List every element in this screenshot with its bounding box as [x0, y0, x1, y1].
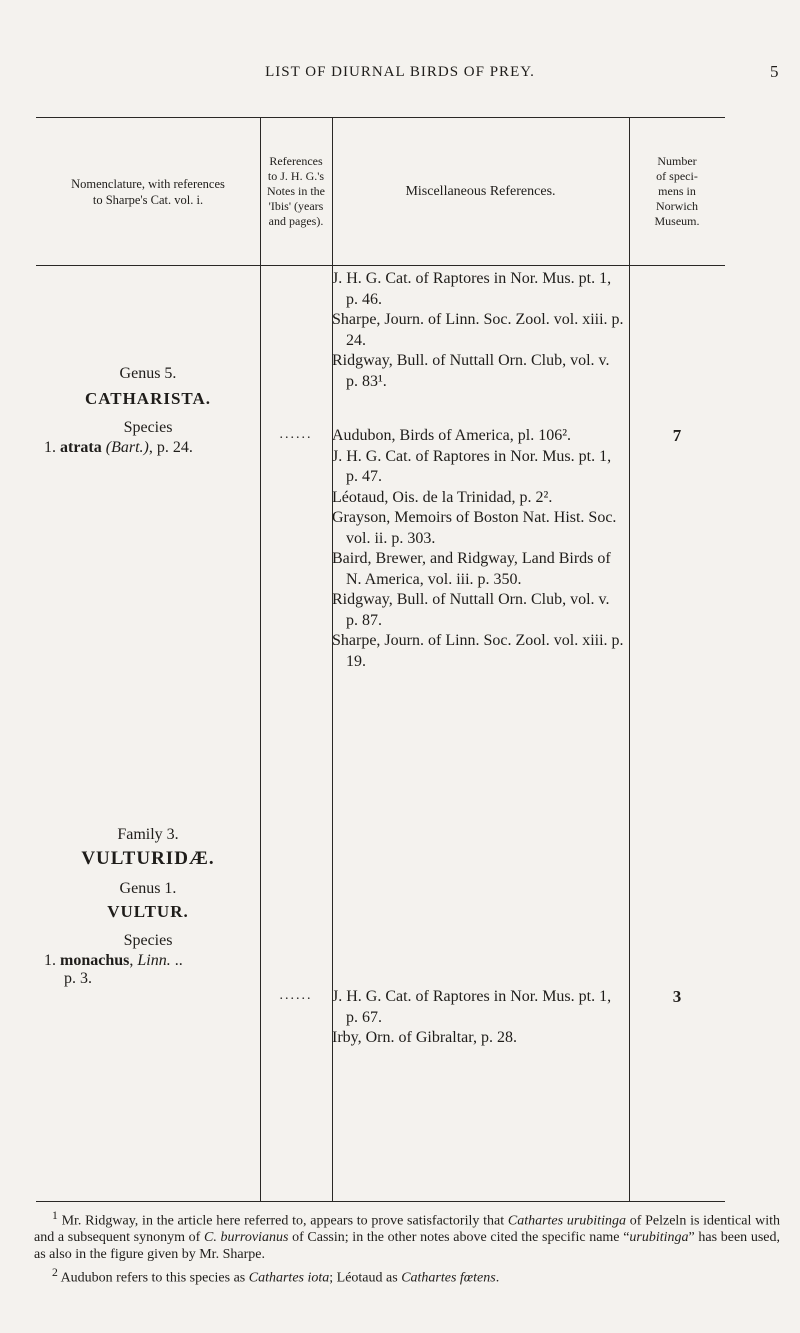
- genus-references: J. H. G. Cat. of Raptores in Nor. Mus. pt. 1, p. 46. Sharpe, Journ. of Linn. Soc. Zool. vol. xiii. p. 24. Ridgway, Bull. of Nuttall Orn. Club, vol. v. p. 83¹.: [332, 270, 624, 390]
- header-nomenclature: Nomenclature, with references to Sharpe's Cat. vol. i.: [71, 176, 225, 207]
- specimen-count-monachus: 3: [672, 987, 682, 1006]
- running-title: LIST OF DIURNAL BIRDS OF PREY.: [265, 64, 535, 80]
- species-references-atrata: Audubon, Birds of America, pl. 106². J. H. G. Cat. of Raptores in Nor. Mus. pt. 1, p. 47. Léotaud, Ois. de la Trinidad, p. 2². Grayson, Memoirs of Boston Nat. Hist. Soc. vol. ii. p. 303. Baird, Brewer, and Ridgway, Land Birds of N. America, vol. iii. p. 350. Ridgway, Bull. of Nuttall Orn. Club, vol. v. p. 87. Sharpe, Journ. of Linn. Soc. Zool. vol. xiii. p. 19.: [332, 427, 624, 670]
- ibis-dots-monachus: ......: [279, 988, 313, 1003]
- ibis-dots-atrata: ......: [279, 427, 313, 442]
- footnote-1: $^1$ Mr. Ridgway, in the article here referred to, appears to prove satisfactorily that Cathartes urubitinga of Pelzeln is identical with and a subsequent synonym of C. burrovianus of Cassin; in the other notes above cited the specific name “urubitinga” has been used, as also in the figure given by Mr. Sharpe.: [34, 1209, 780, 1262]
- header-rule: [36, 265, 725, 266]
- header-misc-references: Miscellaneous References.: [405, 183, 556, 199]
- family-vulturidae: Family 3. VULTURIDÆ. Genus 1. VULTUR. Species 1. monachus, Linn. .. p. 3.: [36, 826, 260, 988]
- species-atrata: 1. atrata (Bart.), p. 24.: [44, 439, 193, 456]
- column-rule-3: [629, 118, 630, 1201]
- genus-catharista: Genus 5. CATHARISTA. Species 1. atrata (Bart.), p. 24.: [36, 365, 260, 457]
- header-ibis-notes: References to J. H. G.'s Notes in the 'Ibis' (years and pages).: [267, 154, 325, 228]
- species-monachus: 1. monachus, Linn. .. p. 3.: [44, 952, 183, 987]
- footnotes: [34, 1208, 780, 1289]
- running-head: [0, 64, 800, 88]
- specimen-count-atrata: 7: [672, 426, 682, 445]
- species-references-monachus: J. H. G. Cat. of Raptores in Nor. Mus. pt. 1, p. 67. Irby, Orn. of Gibraltar, p. 28.: [332, 988, 612, 1046]
- species-table: [36, 117, 725, 1202]
- footnote-2: $^2$ Audubon refers to this species as Cathartes iota; Léotaud as Cathartes fœtens.: [52, 1266, 500, 1286]
- page-number: 5: [770, 62, 779, 81]
- column-rule-1: [260, 118, 261, 1201]
- header-specimens: Number of speci- mens in Norwich Museum.: [654, 154, 700, 228]
